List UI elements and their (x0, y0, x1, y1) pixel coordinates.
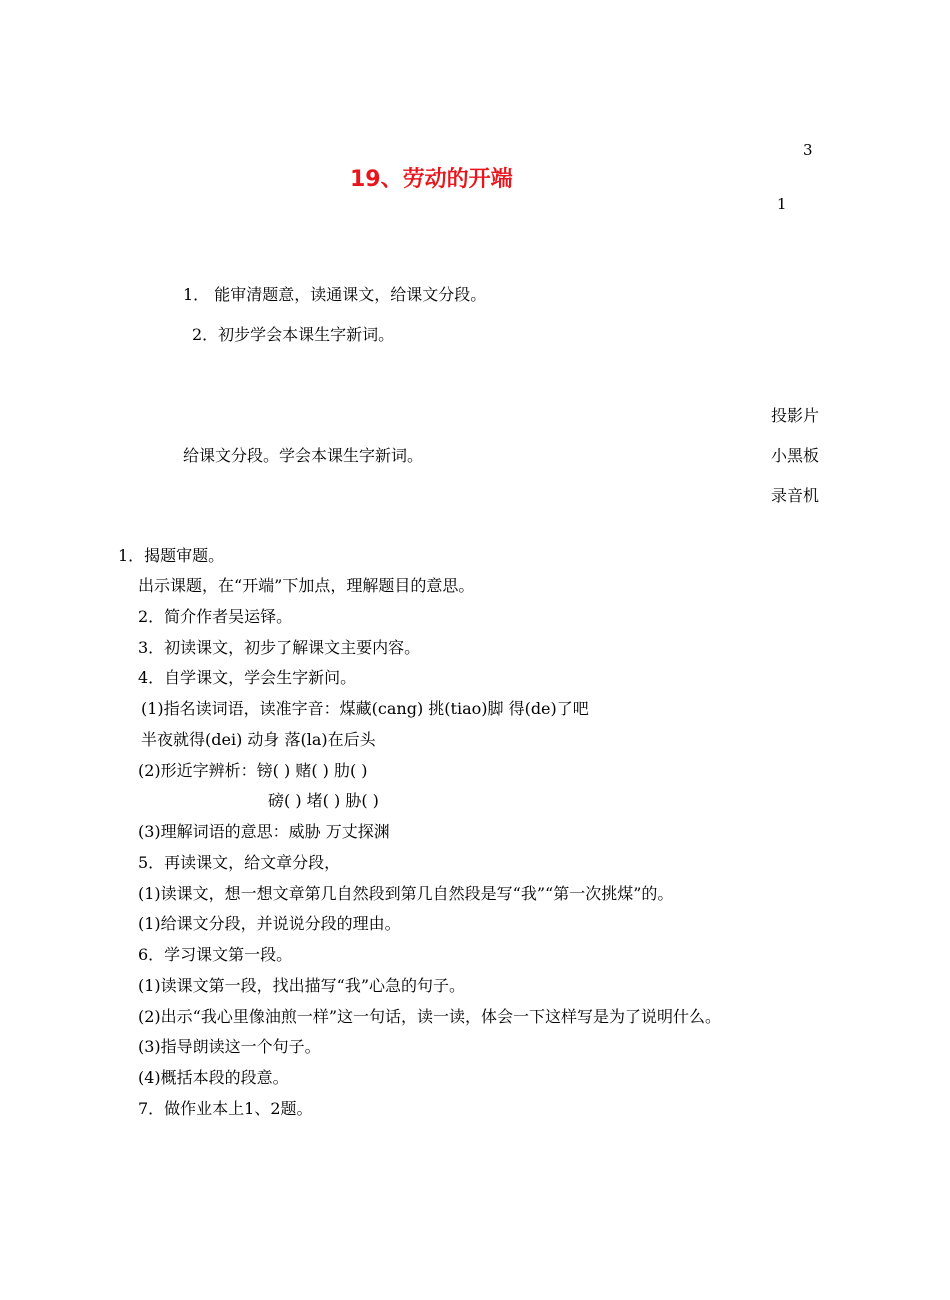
process-line: (3)指导朗读这一个句子。 (138, 1037, 321, 1056)
process-line: (2)形近字辨析：镑( ) 赌( ) 肋( ) (138, 761, 368, 780)
process-line: (1)给课文分段，并说说分段的理由。 (138, 914, 401, 933)
process-line: (1)读课文第一段，找出描写“我”心急的句子。 (138, 976, 466, 995)
process-line: (3)理解词语的意思：威胁 万丈探渊 (138, 822, 390, 841)
process-line: 磅( ) 堵( ) 胁( ) (268, 791, 379, 810)
lesson-title: 19、劳动的开端 (350, 167, 513, 192)
process-line: 7．做作业本上1、2题。 (138, 1099, 313, 1118)
process-line: 5．再读课文，给文章分段， (138, 853, 341, 872)
objective-1: 1． 能审清题意，读通课文，给课文分段。 (183, 285, 487, 304)
objective-2: 2．初步学会本课生字新词。 (192, 325, 395, 344)
current-hour: 1 (777, 195, 787, 213)
key-points: 给课文分段。学会本课生字新词。 (183, 446, 424, 465)
process-line: (1)读课文，想一想文章第几自然段到第几自然段是写“我”“第一次挑煤”的。 (138, 884, 674, 903)
process-line: 4．自学课文，学会生字新问。 (138, 668, 357, 687)
total-hours: 3 (803, 141, 813, 159)
process-line: 1．揭题审题。 (118, 546, 225, 565)
aid-2: 小黑板 (771, 446, 820, 465)
process-line: (4)概括本段的段意。 (138, 1068, 289, 1087)
aid-3: 录音机 (771, 486, 820, 505)
process-line: (1)指名读词语，读准字音：煤藏(cang) 挑(tiao)脚 得(de)了吧 (141, 699, 589, 718)
process-line: (2)出示“我心里像油煎一样”这一句话，读一读，体会一下这样写是为了说明什么。 (138, 1007, 722, 1026)
process-line: 3．初读课文，初步了解课文主要内容。 (138, 638, 421, 657)
process-line: 出示课题，在“开端”下加点，理解题目的意思。 (138, 576, 475, 595)
process-line: 半夜就得(dei) 动身 落(la)在后头 (141, 730, 376, 749)
process-line: 6．学习课文第一段。 (138, 945, 293, 964)
aid-1: 投影片 (771, 406, 820, 425)
process-line: 2．简介作者吴运铎。 (138, 607, 293, 626)
